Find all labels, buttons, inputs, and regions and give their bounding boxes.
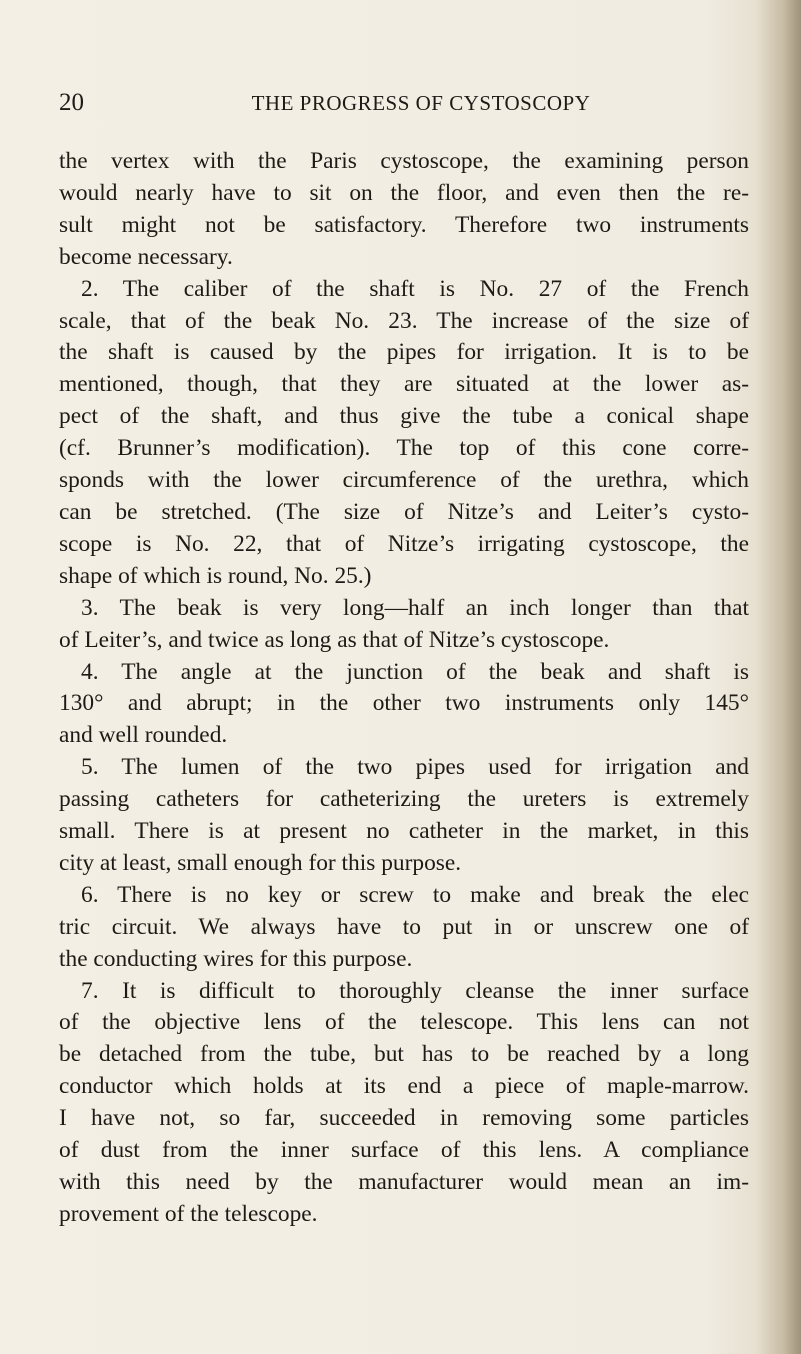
text-line: can be stretched. (The size of Nitze’s and Leiter’s cysto-: [59, 498, 749, 525]
text-line: and well rounded.: [59, 722, 228, 749]
text-line: shape of which is round, No. 25.): [59, 562, 372, 589]
text-line: of dust from the inner surface of this lens. A compliance: [59, 1137, 749, 1164]
text-line: 3. The beak is very long—half an inch longer than that: [81, 594, 749, 621]
text-line: passing catheters for catheterizing the ureters is extremely: [59, 786, 749, 813]
text-line: sponds with the lower circumference of the urethra, which: [59, 467, 749, 494]
text-line: 7. It is difficult to thoroughly cleanse the inner surface: [81, 977, 749, 1004]
text-line: mentioned, though, that they are situated at the lower as-: [59, 371, 749, 398]
text-line: sult might not be satisfactory. Therefore two instruments: [59, 211, 749, 238]
text-line: 6. There is no key or screw to make and break the elec: [81, 881, 749, 908]
text-line: scope is No. 22, that of Nitze’s irrigating cystoscope, the: [59, 530, 749, 557]
text-line: tric circuit. We always have to put in or unscrew one of: [59, 913, 749, 940]
text-line: of Leiter’s, and twice as long as that of Nitze’s cystoscope.: [59, 626, 610, 653]
page-number: 20: [59, 89, 84, 116]
text-line: scale, that of the beak No. 23. The increase of the size of: [59, 307, 749, 334]
text-line: city at least, small enough for this purpose.: [59, 849, 462, 876]
page-header: [59, 86, 749, 120]
text-line: pect of the shaft, and thus give the tube a conical shape: [59, 403, 749, 430]
text-line: with this need by the manufacturer would mean an im-: [59, 1169, 749, 1195]
text-line: 2. The caliber of the shaft is No. 27 of the French: [81, 275, 749, 302]
text-line: would nearly have to sit on the floor, and even then the re-: [59, 179, 749, 206]
text-line: of the objective lens of the telescope. This lens can not: [59, 1009, 749, 1036]
text-line: the conducting wires for this purpose.: [59, 945, 413, 972]
text-line: conductor which holds at its end a piece of maple-marrow.: [59, 1073, 749, 1100]
text-line: 5. The lumen of the two pipes used for irrigation and: [81, 754, 749, 781]
text-line: I have not, so far, succeeded in removing some particles: [59, 1105, 749, 1132]
page-edge-shadow: [755, 0, 801, 1354]
text-line: provement of the telescope.: [59, 1200, 318, 1227]
text-line: the vertex with the Paris cystoscope, the examining person: [59, 148, 749, 174]
text-line: be detached from the tube, but has to be reached by a long: [59, 1041, 749, 1068]
running-head: THE PROGRESS OF CYSTOSCOPY: [251, 91, 591, 115]
text-line: become necessary.: [59, 243, 233, 270]
text-line: small. There is at present no catheter in the market, in this: [59, 818, 749, 845]
body-text: [59, 146, 749, 1231]
text-line: 130° and abrupt; in the other two instruments only 145°: [59, 690, 749, 717]
text-line: (cf. Brunner’s modification). The top of this cone corre-: [59, 435, 749, 462]
text-line: the shaft is caused by the pipes for irrigation. It is to be: [59, 339, 749, 366]
text-line: 4. The angle at the junction of the beak and shaft is: [81, 658, 749, 685]
